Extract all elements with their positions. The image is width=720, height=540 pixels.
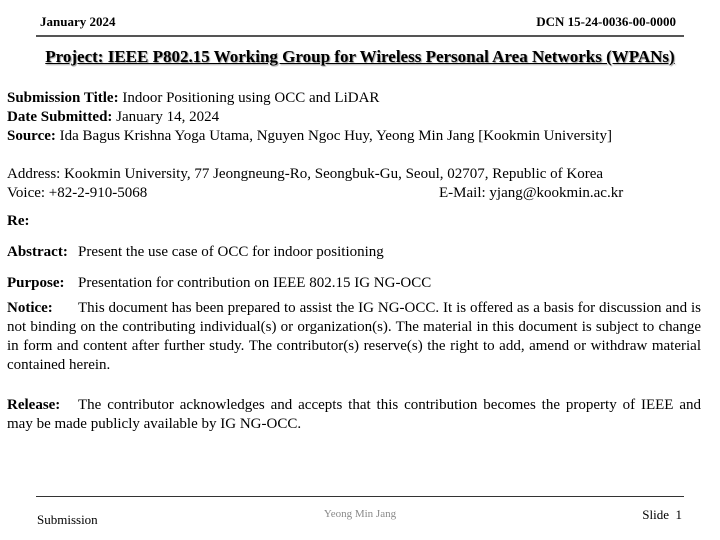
email-address: E-Mail: yjang@kookmin.ac.kr <box>439 185 624 201</box>
notice-paragraph <box>7 299 701 375</box>
slide-label: Slide <box>642 507 669 522</box>
source-value: Ida Bagus Krishna Yoga Utama, Nguyen Ngoc Huy, Yeong Min Jang [Kookmin University] <box>59 128 612 144</box>
footer-submission: Submission <box>37 512 98 527</box>
purpose-label: Purpose: <box>7 275 65 291</box>
release-text: The contributor acknowledges and accepts that this contribution becomes the property of IEEE and may be made publicly available by IG NG-OCC. <box>7 397 701 432</box>
abstract-text: Present the use case of OCC for indoor positioning <box>78 244 384 260</box>
footer-rule <box>36 496 684 497</box>
release-label: Release: <box>7 397 61 413</box>
abstract-label: Abstract: <box>7 244 68 260</box>
footer-slide-number <box>642 507 682 523</box>
header-rule <box>36 35 684 37</box>
source-line <box>7 127 701 146</box>
date-submitted-value: January 14, 2024 <box>116 109 220 125</box>
header-dcn: DCN 15-24-0036-00-0000 <box>536 14 676 29</box>
submission-title-value: Indoor Positioning using OCC and LiDAR <box>122 90 380 106</box>
voice-email-line <box>7 184 701 203</box>
submission-title-label: Submission Title: <box>7 90 119 106</box>
date-submitted-label: Date Submitted: <box>7 109 113 125</box>
footer-author: Yeong Min Jang <box>323 508 397 520</box>
re-line <box>7 212 701 231</box>
address-line: Address: Kookmin University, 77 Jeongneung-Ro, Seongbuk-Gu, Seoul, 02707, Republic of Korea <box>7 166 604 182</box>
release-paragraph <box>7 396 701 434</box>
date-submitted-line <box>7 108 701 127</box>
purpose-line <box>7 274 701 293</box>
submission-title-line <box>7 89 701 108</box>
page-title: Project: IEEE P802.15 Working Group for Wireless Personal Area Networks (WPANs) <box>45 47 675 66</box>
re-label: Re: <box>7 213 30 229</box>
submission-block <box>7 89 701 146</box>
abstract-line <box>7 243 701 262</box>
purpose-text: Presentation for contribution on IEEE 802.15 IG NG-OCC <box>78 275 432 291</box>
slide-number: 1 <box>675 507 682 522</box>
header-date: January 2024 <box>40 14 116 29</box>
notice-label: Notice: <box>7 300 53 316</box>
source-label: Source: <box>7 128 56 144</box>
notice-text: This document has been prepared to assist the IG NG-OCC. It is offered as a basis for discussion and is not binding on the contributing individual(s) or organization(s). The material in this document is subject to change in form and content after further study. The contributor(s) reserve(s) the right to add, amend or withdraw material contained herein. <box>7 300 701 373</box>
contact-block <box>7 165 701 203</box>
voice-number: Voice: +82-2-910-5068 <box>7 185 148 201</box>
